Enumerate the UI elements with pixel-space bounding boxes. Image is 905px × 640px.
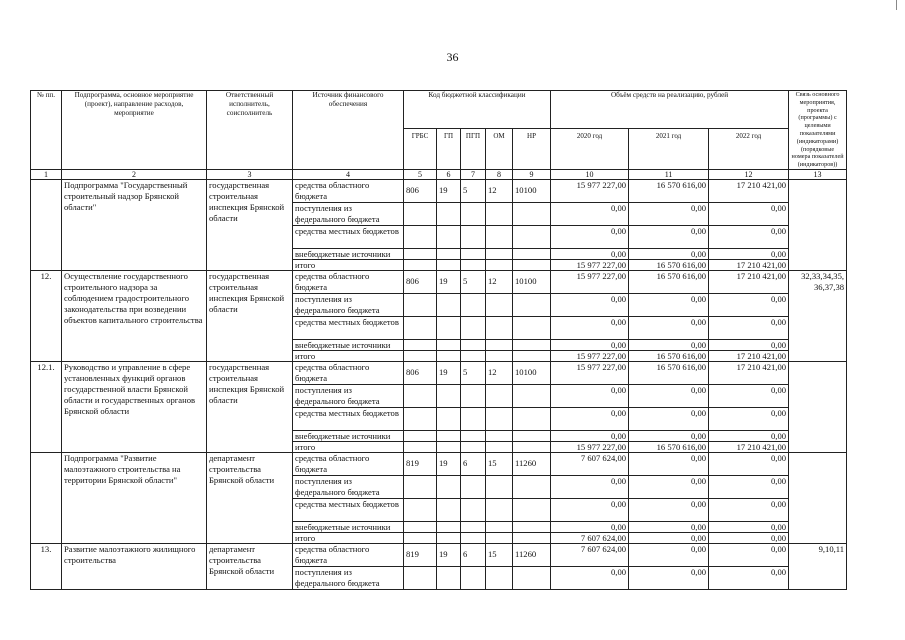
column-number: 13 [789, 169, 847, 179]
amount-2020: 0,00 [551, 202, 629, 225]
column-number: 3 [207, 169, 293, 179]
code-empty [486, 248, 513, 259]
code-empty [486, 407, 513, 430]
row-number: 12. [31, 270, 62, 361]
amount-2020: 0,00 [551, 316, 629, 339]
source-offbudget: внебюджетные источники [293, 521, 404, 532]
amount-2020: 0,00 [551, 248, 629, 259]
header-gp: ГП [437, 129, 461, 170]
code-empty [404, 475, 437, 498]
measure-name: Подпрограмма "Государственный строительный надзор Брянской области" [62, 179, 207, 270]
header-num: № пп. [31, 91, 62, 170]
column-number: 7 [461, 169, 486, 179]
amount-2020: 0,00 [551, 498, 629, 521]
code-empty [404, 441, 437, 452]
amount-2021: 0,00 [629, 498, 709, 521]
column-number: 4 [293, 169, 404, 179]
code-empty [437, 521, 461, 532]
code-empty [437, 441, 461, 452]
source-regional: средства областного бюджета [293, 543, 404, 566]
table-row [31, 361, 847, 384]
amount-2021: 0,00 [629, 521, 709, 532]
source-federal: поступления из федерального бюджета [293, 293, 404, 316]
amount-2020: 0,00 [551, 566, 629, 589]
row-number: 12.1. [31, 361, 62, 452]
header-om: ОМ [486, 129, 513, 170]
amount-2020: 0,00 [551, 521, 629, 532]
code-empty [461, 202, 486, 225]
column-number: 6 [437, 169, 461, 179]
measure-name: Руководство и управление в сфере установленных функций органов государственной власти Брянской области и государственных органов Брянской области [62, 361, 207, 452]
header-2022: 2022 год [709, 129, 789, 170]
amount-2022: 17 210 421,00 [709, 350, 789, 361]
code-empty [461, 441, 486, 452]
indicator-link [789, 452, 847, 543]
code-empty [513, 316, 551, 339]
amount-2021: 0,00 [629, 316, 709, 339]
amount-2022: 0,00 [709, 407, 789, 430]
code-empty [513, 202, 551, 225]
amount-2022: 0,00 [709, 430, 789, 441]
table-row [31, 543, 847, 566]
source-offbudget: внебюджетные источники [293, 248, 404, 259]
code-empty [404, 339, 437, 350]
amount-2020: 15 977 227,00 [551, 270, 629, 293]
header-2020: 2020 год [551, 129, 629, 170]
amount-2022: 0,00 [709, 532, 789, 543]
code-om: 15 [486, 543, 513, 566]
header-pgp: ПГП [461, 129, 486, 170]
amount-2021: 0,00 [629, 384, 709, 407]
code-empty [461, 293, 486, 316]
source-federal: поступления из федерального бюджета [293, 202, 404, 225]
amount-2022: 17 210 421,00 [709, 270, 789, 293]
header-grbs: ГРБС [404, 129, 437, 170]
amount-2020: 15 977 227,00 [551, 350, 629, 361]
code-empty [404, 293, 437, 316]
column-number: 12 [709, 169, 789, 179]
indicator-link [789, 179, 847, 270]
amount-2022: 17 210 421,00 [709, 259, 789, 270]
code-empty [404, 225, 437, 248]
code-empty [513, 384, 551, 407]
row-number: 13. [31, 543, 62, 589]
header-link: Связь основного мероприятия, проекта (программы) с целевыми показателями (индикаторами) (порядковые номера показателей (индикаторов)) [789, 91, 847, 170]
amount-2022: 0,00 [709, 566, 789, 589]
source-federal: поступления из федерального бюджета [293, 384, 404, 407]
code-empty [513, 475, 551, 498]
source-total: итого [293, 259, 404, 270]
code-empty [437, 532, 461, 543]
indicator-link: 32,33,34,35, 36,37,38 [789, 270, 847, 361]
source-federal: поступления из федерального бюджета [293, 475, 404, 498]
responsible-executor: департамент строительства Брянской области [207, 452, 293, 543]
code-pgp: 6 [461, 452, 486, 475]
amount-2021: 0,00 [629, 248, 709, 259]
amount-2020: 15 977 227,00 [551, 259, 629, 270]
amount-2021: 0,00 [629, 407, 709, 430]
code-empty [513, 293, 551, 316]
source-total: итого [293, 350, 404, 361]
amount-2022: 0,00 [709, 316, 789, 339]
amount-2022: 0,00 [709, 452, 789, 475]
code-empty [404, 384, 437, 407]
code-grbs: 819 [404, 543, 437, 566]
code-empty [461, 475, 486, 498]
code-empty [404, 202, 437, 225]
amount-2021: 16 570 616,00 [629, 350, 709, 361]
code-om: 12 [486, 361, 513, 384]
source-regional: средства областного бюджета [293, 452, 404, 475]
code-empty [513, 407, 551, 430]
indicator-link: 9,10,11 [789, 543, 847, 589]
code-om: 15 [486, 452, 513, 475]
row-number [31, 452, 62, 543]
code-empty [513, 498, 551, 521]
source-total: итого [293, 532, 404, 543]
source-federal: поступления из федерального бюджета [293, 566, 404, 589]
code-empty [404, 350, 437, 361]
code-np: 10100 [513, 179, 551, 202]
measure-name: Осуществление государственного строительного надзора за соблюдением градостроительного законодательства при возведении объектов капитального строительства [62, 270, 207, 361]
code-empty [513, 339, 551, 350]
column-number: 5 [404, 169, 437, 179]
code-empty [404, 532, 437, 543]
code-empty [404, 259, 437, 270]
code-empty [437, 475, 461, 498]
amount-2022: 0,00 [709, 339, 789, 350]
responsible-executor: государственная строительная инспекция Брянской области [207, 361, 293, 452]
code-gp: 19 [437, 452, 461, 475]
code-empty [404, 407, 437, 430]
amount-2021: 16 570 616,00 [629, 259, 709, 270]
amount-2022: 17 210 421,00 [709, 361, 789, 384]
amount-2020: 0,00 [551, 430, 629, 441]
amount-2020: 0,00 [551, 225, 629, 248]
amount-2020: 15 977 227,00 [551, 179, 629, 202]
code-np: 11260 [513, 543, 551, 566]
amount-2022: 0,00 [709, 225, 789, 248]
header-subprogram: Подпрограмма, основное мероприятие (проект), направление расходов, мероприятие [62, 91, 207, 170]
code-np: 10100 [513, 361, 551, 384]
code-empty [437, 248, 461, 259]
amount-2022: 17 210 421,00 [709, 441, 789, 452]
responsible-executor: департамент строительства Брянской области [207, 543, 293, 589]
code-grbs: 806 [404, 179, 437, 202]
code-empty [404, 430, 437, 441]
source-local: средства местных бюджетов [293, 407, 404, 430]
code-pgp: 6 [461, 543, 486, 566]
code-grbs: 819 [404, 452, 437, 475]
code-empty [437, 407, 461, 430]
code-empty [513, 430, 551, 441]
code-empty [404, 521, 437, 532]
amount-2022: 0,00 [709, 202, 789, 225]
code-empty [404, 498, 437, 521]
code-empty [486, 350, 513, 361]
code-empty [486, 384, 513, 407]
header-source: Источник финансового обеспечения [293, 91, 404, 170]
responsible-executor: государственная строительная инспекция Брянской области [207, 179, 293, 270]
code-empty [486, 339, 513, 350]
amount-2021: 0,00 [629, 532, 709, 543]
header-budget-code: Код бюджетной классификации [404, 91, 551, 129]
code-empty [461, 407, 486, 430]
code-np: 10100 [513, 270, 551, 293]
amount-2021: 0,00 [629, 339, 709, 350]
code-empty [486, 430, 513, 441]
column-number-row [31, 169, 847, 179]
source-local: средства местных бюджетов [293, 225, 404, 248]
source-regional: средства областного бюджета [293, 179, 404, 202]
amount-2020: 15 977 227,00 [551, 361, 629, 384]
code-empty [404, 566, 437, 589]
code-empty [513, 225, 551, 248]
amount-2020: 0,00 [551, 293, 629, 316]
column-number: 11 [629, 169, 709, 179]
code-empty [437, 202, 461, 225]
table-row [31, 270, 847, 293]
source-total: итого [293, 441, 404, 452]
code-empty [437, 566, 461, 589]
amount-2020: 7 607 624,00 [551, 452, 629, 475]
header-row [31, 91, 847, 129]
budget-table [30, 90, 847, 590]
amount-2020: 7 607 624,00 [551, 543, 629, 566]
source-offbudget: внебюджетные источники [293, 339, 404, 350]
amount-2021: 0,00 [629, 225, 709, 248]
code-empty [437, 316, 461, 339]
header-2021: 2021 год [629, 129, 709, 170]
amount-2020: 7 607 624,00 [551, 532, 629, 543]
code-empty [461, 430, 486, 441]
code-empty [486, 316, 513, 339]
code-pgp: 5 [461, 270, 486, 293]
code-om: 12 [486, 179, 513, 202]
amount-2022: 0,00 [709, 543, 789, 566]
code-empty [486, 532, 513, 543]
amount-2022: 17 210 421,00 [709, 179, 789, 202]
table-row [31, 179, 847, 202]
source-offbudget: внебюджетные источники [293, 430, 404, 441]
code-empty [461, 248, 486, 259]
code-empty [461, 566, 486, 589]
page-number: 36 [446, 50, 459, 64]
code-np: 11260 [513, 452, 551, 475]
amount-2021: 0,00 [629, 430, 709, 441]
source-local: средства местных бюджетов [293, 498, 404, 521]
source-regional: средства областного бюджета [293, 270, 404, 293]
amount-2021: 0,00 [629, 452, 709, 475]
code-empty [486, 498, 513, 521]
amount-2022: 0,00 [709, 521, 789, 532]
header-np: НР [513, 129, 551, 170]
code-pgp: 5 [461, 361, 486, 384]
code-empty [461, 350, 486, 361]
code-empty [437, 498, 461, 521]
amount-2021: 0,00 [629, 475, 709, 498]
code-empty [486, 521, 513, 532]
code-empty [437, 293, 461, 316]
source-local: средства местных бюджетов [293, 316, 404, 339]
code-empty [461, 316, 486, 339]
code-empty [461, 498, 486, 521]
code-grbs: 806 [404, 270, 437, 293]
amount-2021: 16 570 616,00 [629, 179, 709, 202]
code-empty [486, 475, 513, 498]
code-empty [437, 225, 461, 248]
code-empty [404, 248, 437, 259]
column-number: 10 [551, 169, 629, 179]
code-pgp: 5 [461, 179, 486, 202]
code-empty [461, 384, 486, 407]
code-gp: 19 [437, 361, 461, 384]
code-empty [437, 350, 461, 361]
amount-2021: 0,00 [629, 566, 709, 589]
code-empty [486, 293, 513, 316]
code-empty [486, 566, 513, 589]
amount-2020: 0,00 [551, 475, 629, 498]
measure-name: Подпрограмма "Развитие малоэтажного строительства на территории Брянской области" [62, 452, 207, 543]
code-empty [437, 339, 461, 350]
code-empty [437, 384, 461, 407]
code-empty [513, 259, 551, 270]
header-responsible: Ответственный исполнитель, соисполнитель [207, 91, 293, 170]
code-empty [513, 441, 551, 452]
code-empty [486, 441, 513, 452]
scan-edge-mark [896, 0, 897, 10]
source-regional: средства областного бюджета [293, 361, 404, 384]
code-empty [437, 259, 461, 270]
code-empty [513, 521, 551, 532]
code-empty [461, 521, 486, 532]
code-empty [404, 316, 437, 339]
code-empty [461, 259, 486, 270]
column-number: 9 [513, 169, 551, 179]
amount-2021: 0,00 [629, 543, 709, 566]
code-gp: 19 [437, 179, 461, 202]
amount-2022: 0,00 [709, 293, 789, 316]
code-gp: 19 [437, 543, 461, 566]
code-empty [513, 566, 551, 589]
code-empty [486, 202, 513, 225]
column-number: 1 [31, 169, 62, 179]
amount-2021: 16 570 616,00 [629, 441, 709, 452]
code-empty [486, 225, 513, 248]
column-number: 2 [62, 169, 207, 179]
amount-2022: 0,00 [709, 384, 789, 407]
row-number [31, 179, 62, 270]
amount-2021: 16 570 616,00 [629, 361, 709, 384]
code-empty [513, 248, 551, 259]
table-row [31, 452, 847, 475]
code-empty [486, 259, 513, 270]
code-empty [461, 339, 486, 350]
code-empty [437, 430, 461, 441]
responsible-executor: государственная строительная инспекция Брянской области [207, 270, 293, 361]
amount-2020: 15 977 227,00 [551, 441, 629, 452]
code-grbs: 806 [404, 361, 437, 384]
amount-2022: 0,00 [709, 248, 789, 259]
amount-2021: 0,00 [629, 293, 709, 316]
amount-2020: 0,00 [551, 407, 629, 430]
code-empty [513, 532, 551, 543]
code-empty [461, 532, 486, 543]
amount-2022: 0,00 [709, 498, 789, 521]
amount-2021: 0,00 [629, 202, 709, 225]
amount-2021: 16 570 616,00 [629, 270, 709, 293]
code-gp: 19 [437, 270, 461, 293]
measure-name: Развитие малоэтажного жилищного строительства [62, 543, 207, 589]
indicator-link [789, 361, 847, 452]
amount-2020: 0,00 [551, 384, 629, 407]
header-volume: Объём средств на реализацию, рублей [551, 91, 789, 129]
column-number: 8 [486, 169, 513, 179]
code-empty [513, 350, 551, 361]
amount-2020: 0,00 [551, 339, 629, 350]
code-om: 12 [486, 270, 513, 293]
amount-2022: 0,00 [709, 475, 789, 498]
code-empty [461, 225, 486, 248]
